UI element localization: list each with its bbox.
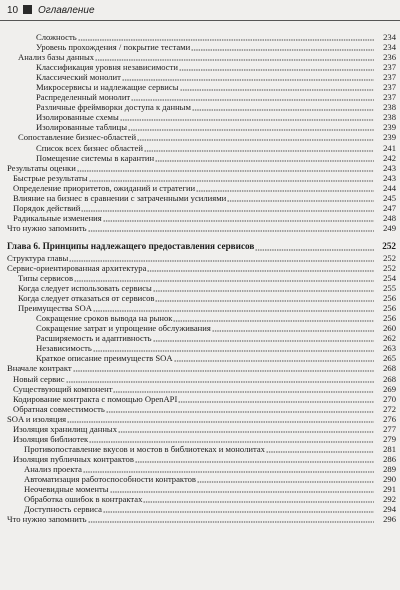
toc-entry xyxy=(0,504,400,514)
toc-entry xyxy=(0,424,400,434)
dot-leader xyxy=(78,32,374,42)
toc-entry xyxy=(0,153,400,163)
toc-entry-title: Уровень прохождения / покрытие тестами xyxy=(36,42,191,53)
toc-entry-page: 256 xyxy=(383,313,396,324)
toc-entry-page: 238 xyxy=(383,112,396,123)
toc-entry-title: Кодирование контракта с помощью OpenAPI xyxy=(13,393,178,404)
toc-entry-page: 252 xyxy=(383,252,396,263)
toc-entry-page: 254 xyxy=(383,273,396,284)
dot-leader xyxy=(137,132,374,142)
page-number: 10 xyxy=(7,5,19,16)
toc-entry-title: Изоляция хранилищ данных xyxy=(13,423,117,434)
dot-leader xyxy=(93,303,374,313)
toc-entry xyxy=(0,384,400,394)
dot-leader xyxy=(74,273,374,283)
toc-entry-page: 272 xyxy=(383,403,396,414)
toc-entry-title: Распределенный монолит xyxy=(36,92,131,103)
toc-entry xyxy=(0,353,400,363)
dot-leader xyxy=(110,484,374,494)
dot-leader xyxy=(113,384,374,394)
toc-entry xyxy=(0,183,400,193)
toc-entry xyxy=(0,474,400,484)
toc-entry-page: 263 xyxy=(383,343,396,354)
toc-entry-title: Расширяемость и адаптивность xyxy=(36,333,152,344)
toc-entry xyxy=(0,42,400,52)
toc-entry xyxy=(0,163,400,173)
toc-entry-page: 262 xyxy=(383,333,396,344)
toc-entry xyxy=(0,494,400,504)
toc-entry-title: Влияние на бизнес в сравнении с затраченными усилиями xyxy=(13,192,227,203)
dot-leader xyxy=(179,62,374,72)
toc-entry-title: Различные фреймворки доступа к данным xyxy=(36,102,191,113)
dot-leader xyxy=(89,434,374,444)
dot-leader xyxy=(155,153,374,163)
toc-entry-title: Классификация уровня независимости xyxy=(36,62,178,73)
toc-entry xyxy=(0,132,400,142)
dot-leader xyxy=(173,313,374,323)
toc-entry xyxy=(0,374,400,384)
dot-leader xyxy=(192,102,374,112)
toc-entry-page: 291 xyxy=(383,484,396,495)
running-header xyxy=(0,0,400,21)
dot-leader xyxy=(93,343,374,353)
toc-entry xyxy=(0,404,400,414)
dot-leader xyxy=(143,494,374,504)
toc-entry-page: 247 xyxy=(383,202,396,213)
toc-entry-title: Классический монолит xyxy=(36,72,121,83)
toc-entry-title: Независимость xyxy=(36,343,92,354)
toc-entry-title: Сопоставление бизнес-областей xyxy=(18,132,137,143)
toc-entry-title: Результаты оценки xyxy=(7,162,76,173)
dot-leader xyxy=(88,223,374,233)
toc-entry-title: Что нужно запомнить xyxy=(7,222,87,233)
toc-entry xyxy=(0,414,400,424)
toc-entry-title: Краткое описание преимуществ SOA xyxy=(36,353,173,364)
toc-entry xyxy=(0,273,400,283)
dot-leader xyxy=(144,143,374,153)
toc-entry-page: 265 xyxy=(383,353,396,364)
dot-leader xyxy=(88,514,374,524)
toc-entry-title: Помещение системы в карантин xyxy=(36,152,155,163)
toc-entry-page: 260 xyxy=(383,323,396,334)
toc-entry xyxy=(0,394,400,404)
toc-entry-title: Новый сервис xyxy=(13,373,65,384)
toc-entry-title: Типы сервисов xyxy=(18,273,74,284)
toc-entry xyxy=(0,263,400,273)
toc-entry-page: 239 xyxy=(383,122,396,133)
dot-leader xyxy=(153,333,374,343)
header-square-marker xyxy=(23,5,32,14)
toc-entry-title: Когда следует использовать сервисы xyxy=(18,283,152,294)
toc-entry-title: Противопоставление вкусов и мостов в библиотеках и монолитах xyxy=(24,443,265,454)
dot-leader xyxy=(147,263,374,273)
toc-entry-title: SOA и изоляция xyxy=(7,413,67,424)
toc-entry xyxy=(0,213,400,223)
toc-entry-title: Обработка ошибок в контрактах xyxy=(24,494,143,505)
dot-leader xyxy=(122,72,374,82)
toc-entry-page: 294 xyxy=(383,504,396,515)
dot-leader xyxy=(155,293,374,303)
toc-entry xyxy=(0,484,400,494)
toc-entry-page: 268 xyxy=(383,363,396,374)
dot-leader xyxy=(174,353,374,363)
dot-leader xyxy=(73,363,374,373)
toc-entry xyxy=(0,514,400,524)
toc-entry-title: Преимущества SOA xyxy=(18,303,92,314)
toc-entry-page: 234 xyxy=(383,32,396,42)
toc-entry-page: 241 xyxy=(383,142,396,153)
toc-entry-title: Анализ базы данных xyxy=(18,52,95,63)
toc-entry-title: Сокращение сроков вывода на рынок xyxy=(36,313,173,324)
dot-leader xyxy=(120,112,374,122)
toc-entry-page: 292 xyxy=(383,494,396,505)
toc-entry xyxy=(0,102,400,112)
dot-leader xyxy=(135,454,374,464)
toc-entry-page: 290 xyxy=(383,473,396,484)
dot-leader xyxy=(180,82,375,92)
toc-entry xyxy=(0,143,400,153)
dot-leader xyxy=(118,424,374,434)
toc-entry xyxy=(0,92,400,102)
toc-entry-page: 252 xyxy=(383,262,396,273)
toc-entry xyxy=(0,193,400,203)
toc-entry-title: Сервис-ориентированная архитектура xyxy=(7,262,147,273)
toc-entry xyxy=(0,112,400,122)
toc-entry xyxy=(0,62,400,72)
toc-entry-title: Сокращение затрат и упрощение обслуживания xyxy=(36,323,211,334)
toc-entry-title: Глава 6. Принципы надлежащего предоставления сервисов xyxy=(7,240,255,251)
toc-entry-title: Анализ проекта xyxy=(24,463,82,474)
toc-entry xyxy=(0,444,400,454)
dot-leader xyxy=(66,374,374,384)
toc-entry-title: Что нужно запомнить xyxy=(7,514,87,525)
toc-entry-title: Изоляция библиотек xyxy=(13,433,89,444)
dot-leader xyxy=(212,323,374,333)
dot-leader xyxy=(197,474,374,484)
toc-entry-title: Микросервисы и надлежащие сервисы xyxy=(36,82,179,93)
toc-entry xyxy=(0,32,400,42)
toc-entry xyxy=(0,253,400,263)
toc-entry-page: 281 xyxy=(383,443,396,454)
toc-entry xyxy=(0,313,400,323)
dot-leader xyxy=(128,122,374,132)
toc-entry-page: 249 xyxy=(383,222,396,233)
toc-entry xyxy=(0,363,400,373)
toc-entry-title: Порядок действий xyxy=(13,202,81,213)
dot-leader xyxy=(255,240,374,253)
toc-entry-page: 276 xyxy=(383,413,396,424)
toc-entry-page: 242 xyxy=(383,152,396,163)
toc-entry-page: 268 xyxy=(383,373,396,384)
dot-leader xyxy=(89,173,374,183)
toc-entry-title: Доступность сервиса xyxy=(24,504,102,515)
toc-entry xyxy=(0,464,400,474)
toc-entry xyxy=(0,343,400,353)
toc-entry-page: 255 xyxy=(383,283,396,294)
toc-entry xyxy=(0,72,400,82)
dot-leader xyxy=(95,52,374,62)
toc-entry-page: 236 xyxy=(383,52,396,63)
dot-leader xyxy=(266,444,374,454)
toc-entry-page: 252 xyxy=(382,240,396,251)
toc-entry-page: 256 xyxy=(383,293,396,304)
toc-entry-title: Определение приоритетов, ожиданий и стратегии xyxy=(13,182,196,193)
table-of-contents xyxy=(0,32,400,524)
toc-entry-page: 237 xyxy=(383,72,396,83)
section-title: Оглавление xyxy=(38,5,95,16)
dot-leader xyxy=(77,163,374,173)
toc-entry xyxy=(0,293,400,303)
toc-entry-title: Неочевидные моменты xyxy=(24,484,109,495)
toc-entry-page: 279 xyxy=(383,433,396,444)
toc-entry-title: Существующий компонент xyxy=(13,383,113,394)
toc-entry-title: Быстрые результаты xyxy=(13,172,88,183)
dot-leader xyxy=(69,253,374,263)
toc-entry xyxy=(0,122,400,132)
dot-leader xyxy=(227,193,374,203)
toc-entry-title: Обратная совместимость xyxy=(13,403,105,414)
toc-entry xyxy=(0,283,400,293)
toc-entry-page: 296 xyxy=(383,514,396,525)
toc-entry-page: 237 xyxy=(383,62,396,73)
toc-entry-title: Когда следует отказаться от сервисов xyxy=(18,293,155,304)
toc-entry xyxy=(0,323,400,333)
dot-leader xyxy=(103,213,374,223)
toc-entry-page: 237 xyxy=(383,82,396,93)
toc-entry-page: 286 xyxy=(383,453,396,464)
toc-entry-title: Радикальные изменения xyxy=(13,212,102,223)
toc-entry-title: Список всех бизнес областей xyxy=(36,142,143,153)
toc-entry xyxy=(0,173,400,183)
toc-entry-page: 256 xyxy=(383,303,396,314)
dot-leader xyxy=(196,183,374,193)
toc-entry-title: Вначале контракт xyxy=(7,363,72,374)
toc-chapter-heading xyxy=(0,240,400,253)
toc-entry xyxy=(0,52,400,62)
dot-leader xyxy=(81,203,374,213)
toc-entry-page: 270 xyxy=(383,393,396,404)
dot-leader xyxy=(131,92,374,102)
toc-entry xyxy=(0,434,400,444)
toc-entry-page: 244 xyxy=(383,182,396,193)
dot-leader xyxy=(153,283,374,293)
toc-entry-page: 269 xyxy=(383,383,396,394)
toc-entry xyxy=(0,303,400,313)
toc-entry-title: Изолированные схемы xyxy=(36,112,119,123)
toc-entry xyxy=(0,82,400,92)
toc-entry-page: 237 xyxy=(383,92,396,103)
dot-leader xyxy=(67,414,374,424)
dot-leader xyxy=(106,404,374,414)
toc-entry-page: 243 xyxy=(383,162,396,173)
dot-leader xyxy=(103,504,374,514)
toc-entry-page: 239 xyxy=(383,132,396,143)
toc-entry-title: Структура главы xyxy=(7,252,69,263)
toc-entry-title: Изоляция публичных контрактов xyxy=(13,453,134,464)
chapter-spacer xyxy=(0,233,400,240)
toc-entry-title: Изолированные таблицы xyxy=(36,122,128,133)
dot-leader xyxy=(83,464,374,474)
toc-entry-page: 234 xyxy=(383,42,396,53)
toc-entry-page: 289 xyxy=(383,463,396,474)
toc-entry-page: 243 xyxy=(383,172,396,183)
toc-entry xyxy=(0,333,400,343)
toc-entry-title: Сложность xyxy=(36,32,77,42)
toc-entry-title: Автоматизация работоспособности контрактов xyxy=(24,473,196,484)
toc-entry xyxy=(0,454,400,464)
toc-entry-page: 245 xyxy=(383,192,396,203)
toc-entry-page: 248 xyxy=(383,212,396,223)
toc-entry xyxy=(0,203,400,213)
dot-leader xyxy=(191,42,374,52)
toc-entry-page: 277 xyxy=(383,423,396,434)
toc-entry-page: 238 xyxy=(383,102,396,113)
toc-entry xyxy=(0,223,400,233)
dot-leader xyxy=(178,394,374,404)
